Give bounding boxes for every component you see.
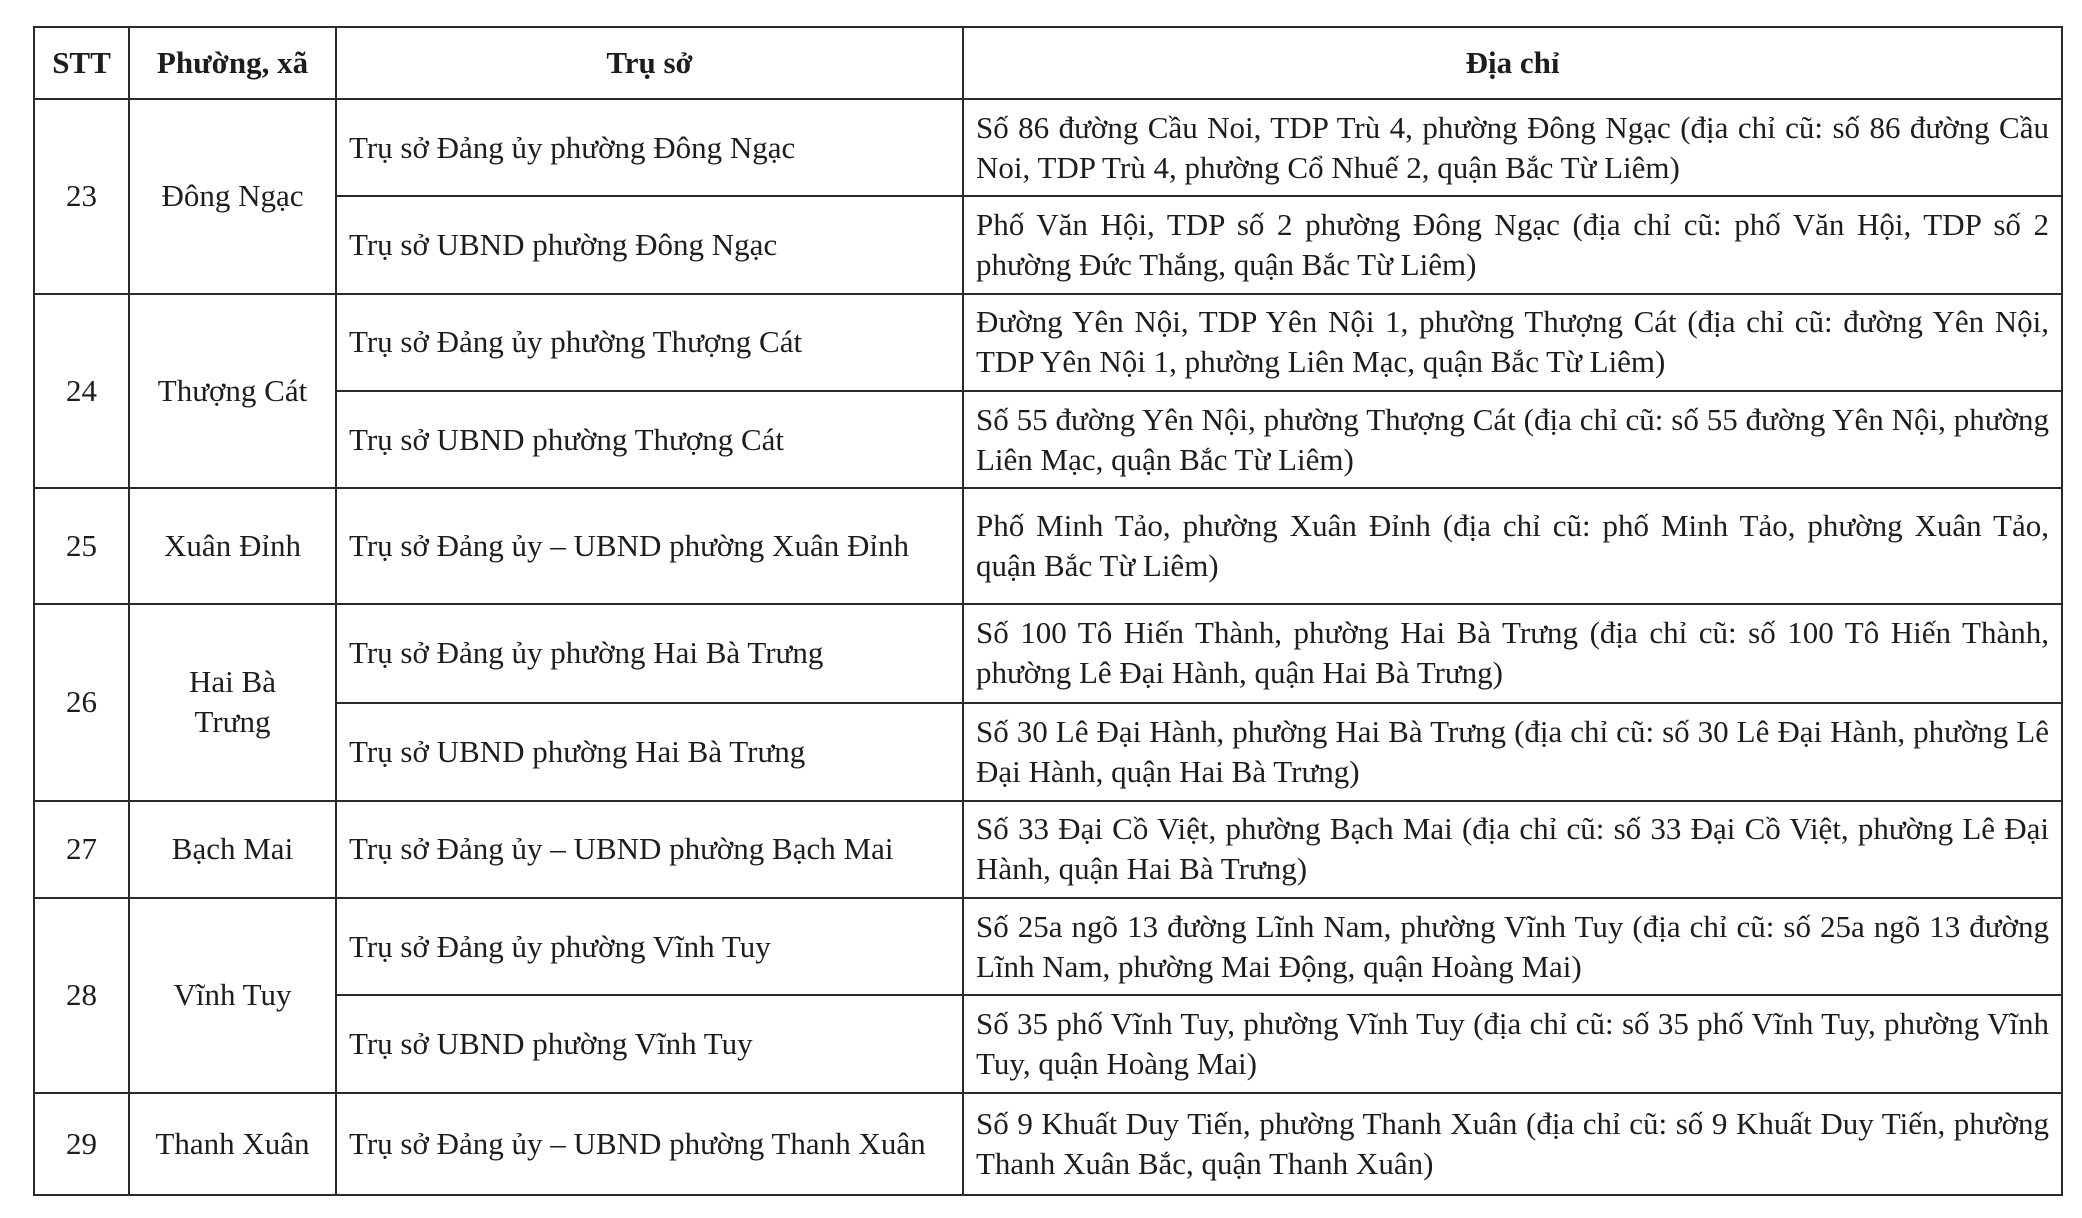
cell-office: Trụ sở Đảng ủy phường Vĩnh Tuy xyxy=(336,898,963,995)
cell-stt: 23 xyxy=(34,99,129,294)
cell-stt: 25 xyxy=(34,488,129,603)
cell-stt: 26 xyxy=(34,604,129,801)
cell-office: Trụ sở Đảng ủy phường Hai Bà Trưng xyxy=(336,604,963,704)
cell-office: Trụ sở UBND phường Đông Ngạc xyxy=(336,196,963,293)
cell-ward: Vĩnh Tuy xyxy=(129,898,336,1093)
cell-ward: Đông Ngạc xyxy=(129,99,336,294)
table-row xyxy=(34,703,2062,800)
cell-address: Phố Minh Tảo, phường Xuân Đỉnh (địa chỉ cũ: phố Minh Tảo, phường Xuân Tảo, quận Bắc Từ Liêm) xyxy=(963,488,2062,603)
cell-address: Số 35 phố Vĩnh Tuy, phường Vĩnh Tuy (địa chỉ cũ: số 35 phố Vĩnh Tuy, phường Vĩnh Tuy, quận Hoàng Mai) xyxy=(963,995,2062,1092)
table-row xyxy=(34,99,2062,196)
cell-stt: 24 xyxy=(34,294,129,489)
cell-address: Số 33 Đại Cồ Việt, phường Bạch Mai (địa chỉ cũ: số 33 Đại Cồ Việt, phường Lê Đại Hành, quận Hai Bà Trưng) xyxy=(963,801,2062,898)
cell-ward: Thượng Cát xyxy=(129,294,336,489)
table-row xyxy=(34,196,2062,293)
cell-office: Trụ sở UBND phường Thượng Cát xyxy=(336,391,963,488)
cell-office: Trụ sở UBND phường Vĩnh Tuy xyxy=(336,995,963,1092)
cell-office: Trụ sở Đảng ủy – UBND phường Bạch Mai xyxy=(336,801,963,898)
table-row xyxy=(34,488,2062,603)
cell-ward: Xuân Đỉnh xyxy=(129,488,336,603)
cell-stt: 27 xyxy=(34,801,129,898)
cell-address: Số 55 đường Yên Nội, phường Thượng Cát (địa chỉ cũ: số 55 đường Yên Nội, phường Liên Mạc, quận Bắc Từ Liêm) xyxy=(963,391,2062,488)
table-body xyxy=(34,99,2062,1195)
cell-office: Trụ sở Đảng ủy phường Đông Ngạc xyxy=(336,99,963,196)
cell-office: Trụ sở Đảng ủy – UBND phường Xuân Đỉnh xyxy=(336,488,963,603)
cell-ward: Thanh Xuân xyxy=(129,1093,336,1195)
cell-office: Trụ sở Đảng ủy phường Thượng Cát xyxy=(336,294,963,391)
table-row xyxy=(34,1093,2062,1195)
header-address: Địa chỉ xyxy=(963,27,2062,99)
cell-address: Số 9 Khuất Duy Tiến, phường Thanh Xuân (địa chỉ cũ: số 9 Khuất Duy Tiến, phường Thanh Xuân Bắc, quận Thanh Xuân) xyxy=(963,1093,2062,1195)
cell-stt: 29 xyxy=(34,1093,129,1195)
table-row xyxy=(34,604,2062,704)
cell-ward: Hai Bà Trưng xyxy=(129,604,336,801)
table-row xyxy=(34,294,2062,391)
cell-address: Số 30 Lê Đại Hành, phường Hai Bà Trưng (địa chỉ cũ: số 30 Lê Đại Hành, phường Lê Đại Hành, quận Hai Bà Trưng) xyxy=(963,703,2062,800)
cell-office: Trụ sở UBND phường Hai Bà Trưng xyxy=(336,703,963,800)
cell-office: Trụ sở Đảng ủy – UBND phường Thanh Xuân xyxy=(336,1093,963,1195)
header-row xyxy=(34,27,2062,99)
table-row xyxy=(34,801,2062,898)
cell-stt: 28 xyxy=(34,898,129,1093)
cell-address: Số 25a ngõ 13 đường Lĩnh Nam, phường Vĩnh Tuy (địa chỉ cũ: số 25a ngõ 13 đường Lĩnh Nam, phường Mai Động, quận Hoàng Mai) xyxy=(963,898,2062,995)
cell-address: Số 86 đường Cầu Noi, TDP Trù 4, phường Đông Ngạc (địa chỉ cũ: số 86 đường Cầu Noi, TDP Trù 4, phường Cổ Nhuế 2, quận Bắc Từ Liêm) xyxy=(963,99,2062,196)
table-row xyxy=(34,898,2062,995)
cell-address: Phố Văn Hội, TDP số 2 phường Đông Ngạc (địa chỉ cũ: phố Văn Hội, TDP số 2 phường Đức Thắng, quận Bắc Từ Liêm) xyxy=(963,196,2062,293)
cell-ward: Bạch Mai xyxy=(129,801,336,898)
table-row xyxy=(34,391,2062,488)
header-office: Trụ sở xyxy=(336,27,963,99)
header-ward: Phường, xã xyxy=(129,27,336,99)
table-row xyxy=(34,995,2062,1092)
cell-address: Đường Yên Nội, TDP Yên Nội 1, phường Thượng Cát (địa chỉ cũ: đường Yên Nội, TDP Yên Nội 1, phường Liên Mạc, quận Bắc Từ Liêm) xyxy=(963,294,2062,391)
cell-address: Số 100 Tô Hiến Thành, phường Hai Bà Trưng (địa chỉ cũ: số 100 Tô Hiến Thành, phường Lê Đại Hành, quận Hai Bà Trưng) xyxy=(963,604,2062,704)
header-stt: STT xyxy=(34,27,129,99)
office-address-table xyxy=(33,26,2063,1196)
